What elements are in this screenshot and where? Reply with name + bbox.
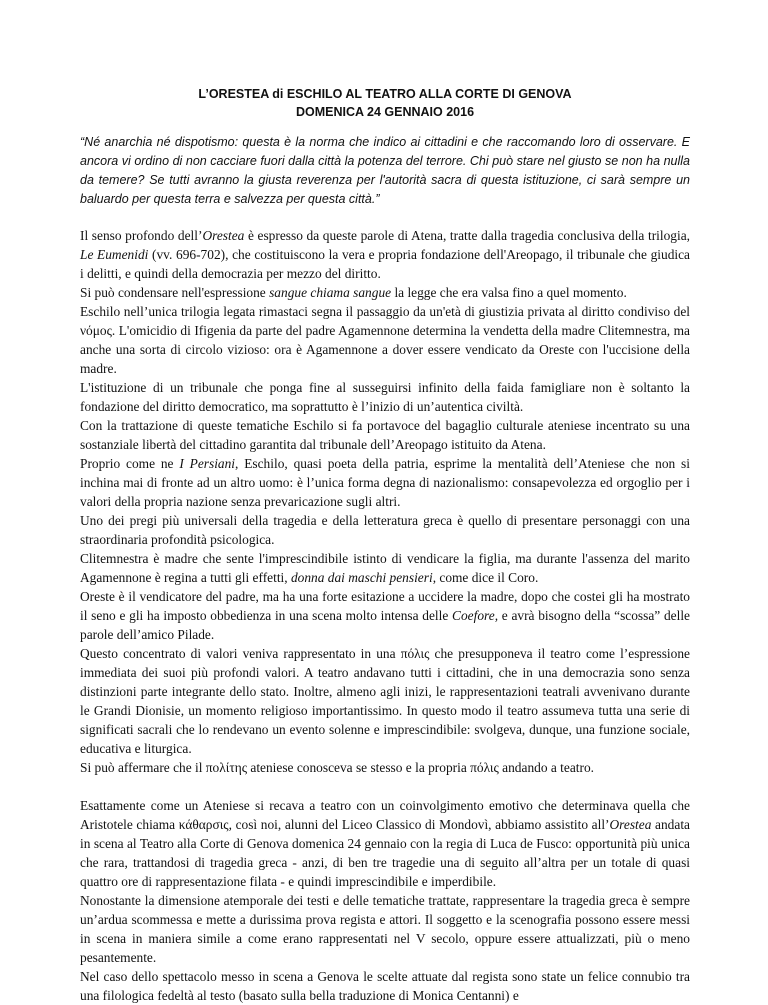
opening-quote: “Né anarchia né dispotismo: questa è la norma che indico ai cittadini e che raccomando loro di osservare. E ancora vi ordino di non cacciare fuori dalla città la potenza del terrore. Chi può stare nel giusto se non ha nulla da temere? Se tutti avranno la giusta reverenza per l'autorità sacra di questa istituzione, ci sarà sempre un baluardo per questa terra e salvezza per questa città.” bbox=[80, 135, 690, 206]
article-body bbox=[80, 226, 690, 1005]
paragraph-12: Esattamente come un Ateniese si recava a teatro con un coinvolgimento emotivo che determinava quella che Aristotele chiama κάθαρσις, così noi, alunni del Liceo Classico di Mondovì, abbiamo assistito all’Orestea andata in scena al Teatro alla Corte di Genova domenica 24 gennaio con la regia di Luca de Fusco: opportunità più unica che rara, trattandosi di tragedia greca - anzi, di ben tre tragedie una di seguito all’altra per un totale di quasi quattro ore di rappresentazione filata - e quindi imprescindibile e imperdibile. bbox=[80, 798, 690, 889]
paragraph-spacer bbox=[80, 777, 690, 796]
paragraph-14: Nel caso dello spettacolo messo in scena a Genova le scelte attuate dal regista sono state un felice connubio tra una filologica fedeltà al testo (basato sulla bella traduzione di Monica Centanni) e bbox=[80, 969, 690, 1003]
paragraph-4: L'istituzione di un tribunale che ponga fine al susseguirsi infinito della faida famigliare non è soltanto la fondazione del diritto democratico, ma soprattutto è l’inizio di un’autentica civiltà. bbox=[80, 380, 690, 414]
paragraph-13: Nonostante la dimensione atemporale dei testi e delle tematiche trattate, rappresentare la tragedia greca è sempre un’ardua scommessa e mette a durissima prova regista e attori. Il soggetto e la scenografia possono essere messi in scena in maniera simile a come erano rappresentati nel V secolo, oppure essere attualizzati, più o meno pesantemente. bbox=[80, 893, 690, 965]
paragraph-7: Uno dei pregi più universali della tragedia e della letteratura greca è quello di presentare personaggi con una straordinaria profondità psicologica. bbox=[80, 513, 690, 547]
document-title bbox=[80, 85, 690, 121]
paragraph-6: Proprio come ne I Persiani, Eschilo, quasi poeta della patria, esprime la mentalità dell’Ateniese che non si inchina mai di fronte ad un altro uomo: è l’unica forma degna di nazionalismo: consapevolezza ed orgoglio per i valori della propria nazione senza prevaricazione sugli altri. bbox=[80, 456, 690, 509]
title-line-2: DOMENICA 24 GENNAIO 2016 bbox=[295, 105, 475, 119]
paragraph-11: Si può affermare che il πολίτης ateniese conosceva se stesso e la propria πόλις andando a teatro. bbox=[80, 760, 594, 775]
paragraph-1: Il senso profondo dell’Orestea è espresso da queste parole di Atena, tratte dalla tragedia conclusiva della trilogia, Le Eumenidi (vv. 696-702), che costituiscono la vera e propria fondazione dell'Areopago, il tribunale che giudica i delitti, e quindi della democrazia per mezzo del diritto. bbox=[80, 228, 691, 281]
paragraph-3: Eschilo nell’unica trilogia legata rimastaci segna il passaggio da un'età di giustizia privata al diritto condiviso del νόμος. L'omicidio di Ifigenia da parte del padre Agamennone determina la vendetta della madre Clitemnestra, ma anche una sorta di circolo vizioso: ora è Agamennone a dover essere vendicato da Oreste con l'uccisione della madre. bbox=[80, 304, 690, 376]
paragraph-2: Si può condensare nell'espressione sangue chiama sangue la legge che era valsa fino a quel momento. bbox=[80, 285, 627, 300]
title-line-1: L’ORESTEA di ESCHILO AL TEATRO ALLA CORTE DI GENOVA bbox=[198, 87, 572, 101]
paragraph-8: Clitemnestra è madre che sente l'imprescindibile istinto di vendicare la figlia, ma durante l'assenza del marito Agamennone è regina a tutti gli effetti, donna dai maschi pensieri, come dice il Coro. bbox=[80, 551, 690, 585]
document-content bbox=[80, 85, 690, 1005]
paragraph-5: Con la trattazione di queste tematiche Eschilo si fa portavoce del bagaglio culturale ateniese incentrato su una sostanziale libertà del cittadino garantita dal tribunale dell’Areopago istituito da Atena. bbox=[80, 418, 690, 452]
paragraph-10: Questo concentrato di valori veniva rappresentato in una πόλις che presupponeva il teatro come l’espressione immediata dei suoi più profondi valori. A teatro andavano tutti i cittadini, che in una democrazia sono senza distinzioni parte integrante dello stato. Inoltre, almeno agli inizi, le rappresentazioni teatrali avvenivano durante le Grandi Dionisie, un momento religioso importantissimo. In questo modo il teatro assumeva tutta una serie di significati sacrali che lo rendevano un evento solenne e imprescindibile: svolgeva, dunque, una funzione sociale, educativa e liturgica. bbox=[80, 646, 690, 756]
paragraph-9: Oreste è il vendicatore del padre, ma ha una forte esitazione a uccidere la madre, dopo che costei gli ha mostrato il seno e gli ha imposto obbedienza in una scena molto intensa delle Coefore, e avrà bisogno della “scossa” delle parole dell’amico Pilade. bbox=[80, 589, 690, 642]
